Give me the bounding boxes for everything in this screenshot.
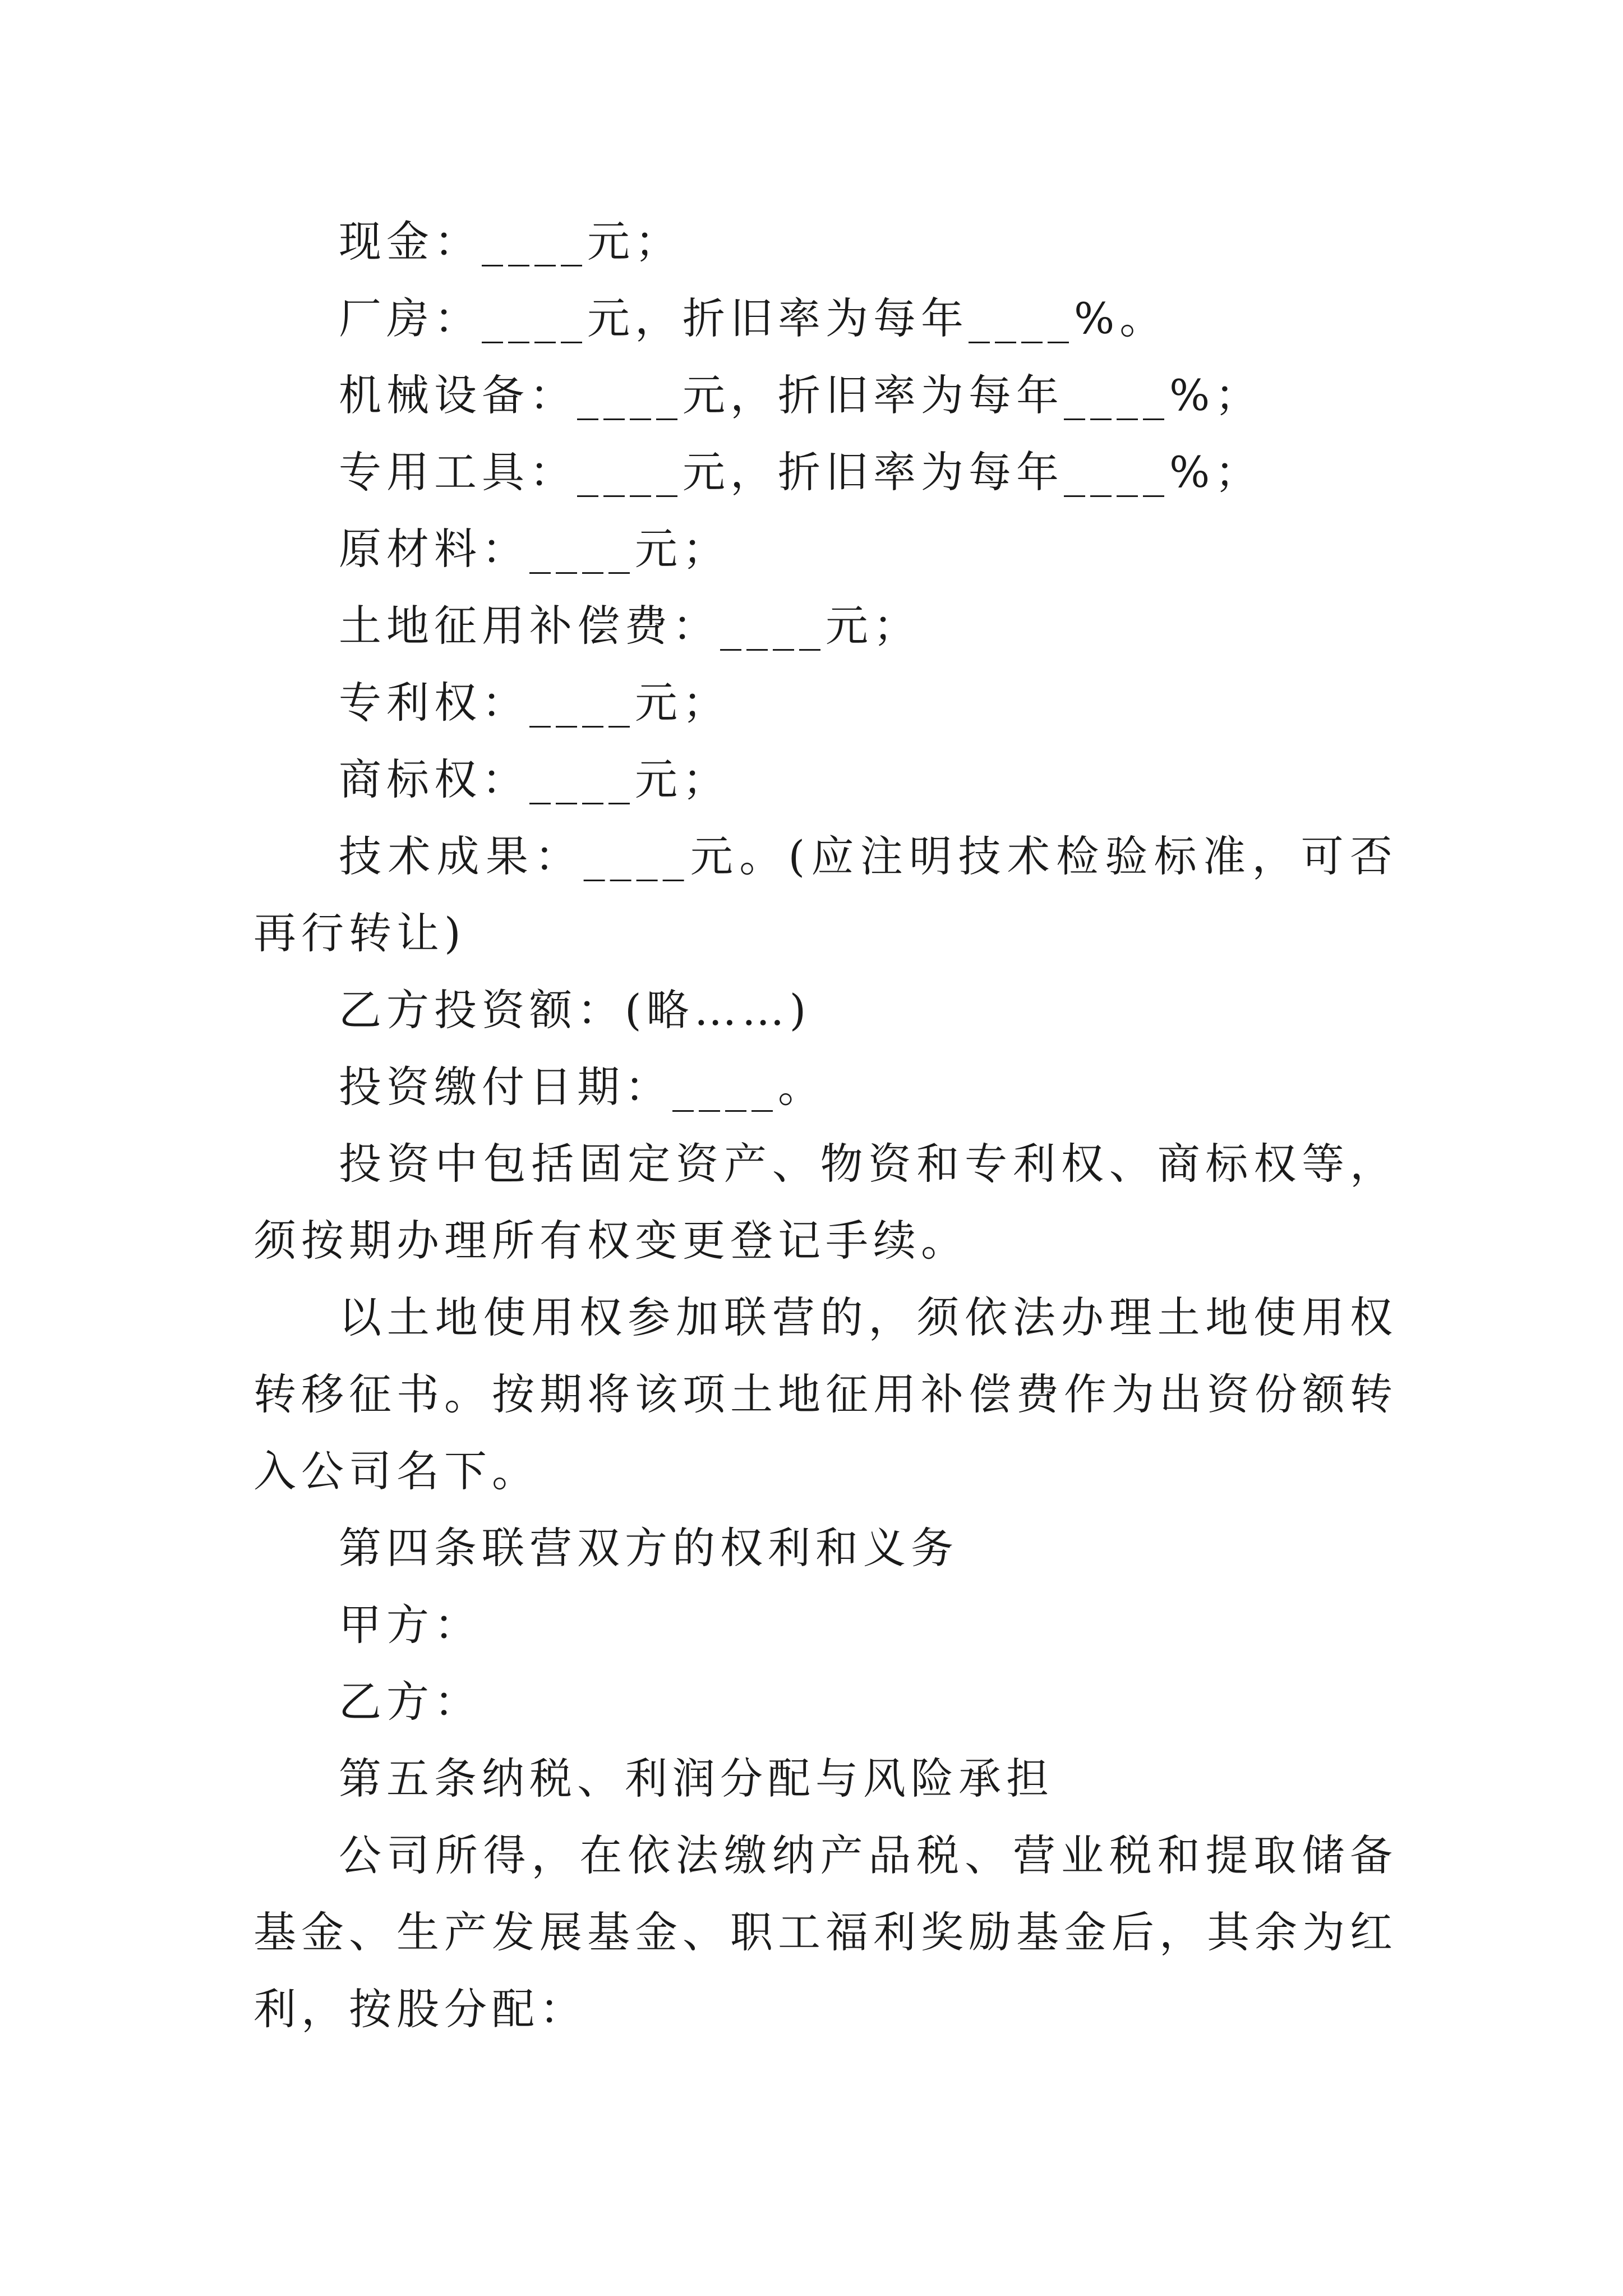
paragraph-ownership-registration: 投资中包括固定资产、物资和专利权、商标权等，须按期办理所有权变更登记手续。 — [253, 1139, 1398, 1266]
paragraph-party-b-investment: 乙方投资额：(略……) — [339, 985, 811, 1035]
article-five-heading: 第五条纳税、利润分配与风险承担 — [339, 1754, 1054, 1803]
paragraph-profit-distribution: 公司所得，在依法缴纳产品税、营业税和提取储备基金、生产发展基金、职工福利奖励基金后，其余为红利，按股分配： — [253, 1830, 1398, 2034]
paragraph-machinery: 机械设备：____元，折旧率为每年____%； — [339, 370, 1263, 420]
paragraph-cash: 现金：____元； — [339, 217, 683, 266]
paragraph-factory: 厂房：____元，折旧率为每年____%。 — [339, 293, 1168, 343]
paragraph-party-a: 甲方： — [339, 1600, 482, 1650]
paragraph-payment-date: 投资缴付日期：____。 — [339, 1062, 826, 1112]
paragraph-trademark: 商标权：____元； — [339, 754, 730, 804]
paragraph-raw-materials: 原材料：____元； — [339, 524, 730, 574]
document-body — [253, 203, 1398, 2047]
paragraph-land-compensation: 土地征用补偿费：____元； — [339, 601, 921, 651]
paragraph-special-tools: 专用工具：____元，折旧率为每年____%； — [339, 447, 1263, 497]
paragraph-land-use-right: 以土地使用权参加联营的，须依法办理土地使用权转移征书。按期将该项土地征用补偿费作为出资份额转入公司名下。 — [253, 1292, 1398, 1496]
paragraph-patent: 专利权：____元； — [339, 678, 730, 728]
paragraph-tech-results: 技术成果：____元。(应注明技术检验标准，可否再行转让) — [253, 831, 1398, 958]
paragraph-party-b: 乙方： — [339, 1677, 482, 1727]
article-four-heading: 第四条联营双方的权利和义务 — [339, 1523, 958, 1573]
